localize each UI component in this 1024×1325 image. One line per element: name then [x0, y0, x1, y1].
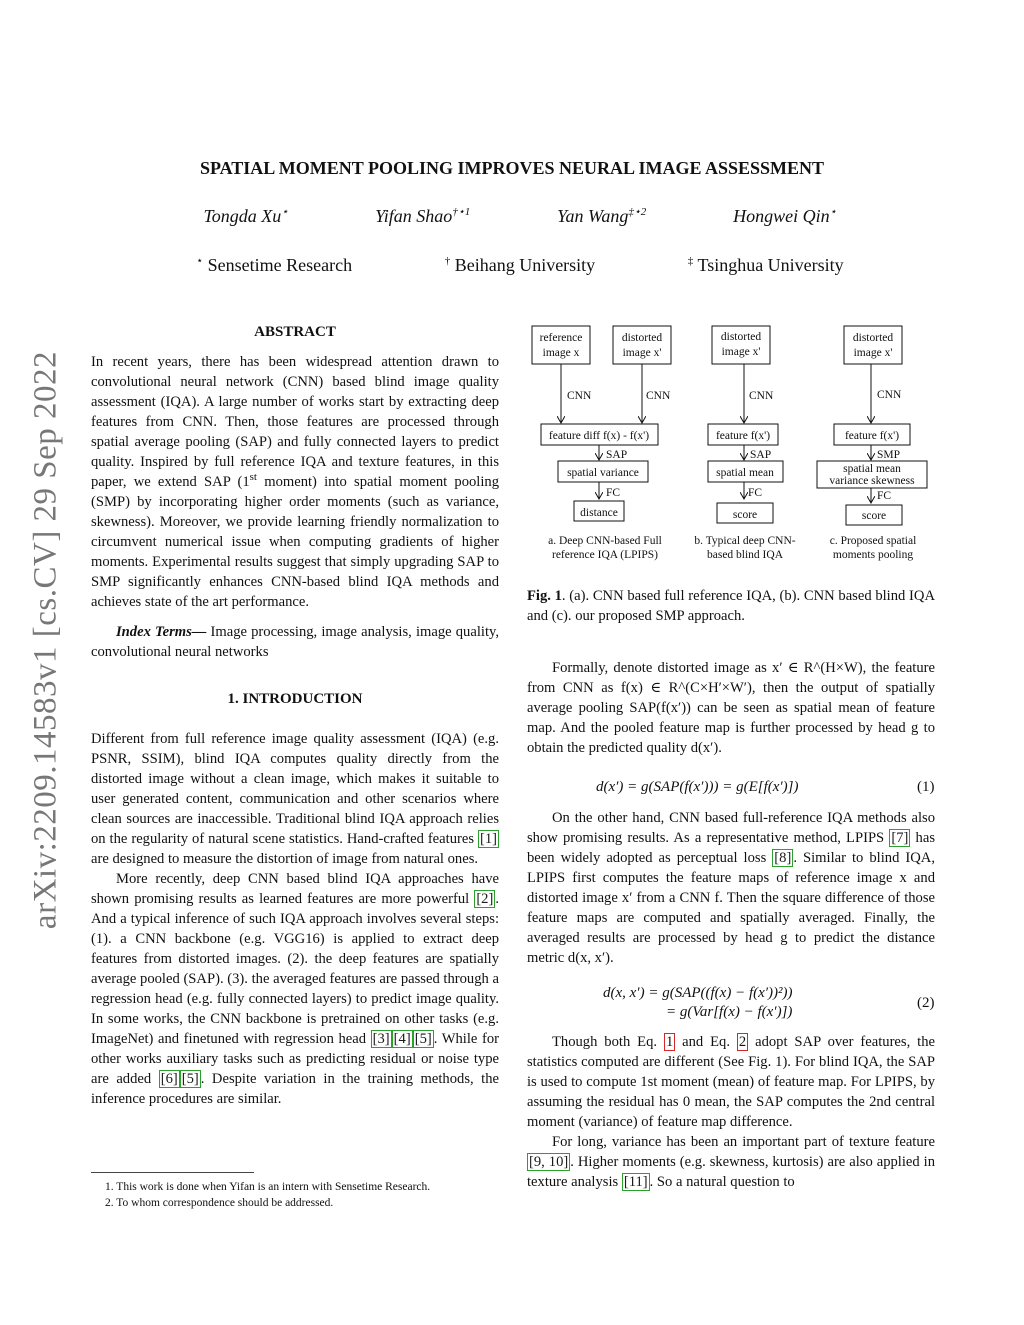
intro-paragraph: More recently, deep CNN based blind IQA approaches have shown promising results as learned features are more powerful [2] . And a typical inference of such IQA approach involves several steps: (1). a CNN backbone (e.g. VGG16) is applied to extract deep features from distorted images. (2). the deep features are spatially average pooled (SAP). (3). the averaged features are passed through a regression head (e.g. fully connected layers) to predict image quality. In some works, the CNN backbone is pretrained on other tasks (e.g. ImageNet) and finetuned with regression head [3] [4] [5] . While for other works auxiliary tasks such as predicting residual or noise type are added [6] [5] . Despite variation in the training methods, the inference procedures are similar. — [91, 871, 499, 1107]
label: CNN — [877, 389, 902, 401]
figure-1-diagram — [526, 318, 946, 568]
citation-link[interactable]: [2] — [476, 891, 494, 907]
label: feature f(x') — [844, 430, 900, 442]
label: CNN — [646, 390, 671, 402]
equation-number: (1) — [917, 779, 935, 795]
abstract-heading: ABSTRACT — [254, 324, 336, 340]
abstract-text: In recent years, there has been widespread attention drawn to convolutional neural network (CNN) based blind image quality assessment (IQA). A large number of works start by extracting deep features from CNN. Then, those features are processed through spatial average pooling (SAP) and fully connected layers to predict quality. Inspired by full reference IQA and texture features, in this paper, we extend SAP (1st moment) into spatial moment pooling (SMP) by incorporating higher order moments (such as variance, skewness). Moreover, we provide learning friendly normalization to circumvent numerical issue when computing gradients of higher moments. Experimental results suggest that simply upgrading SAP to SMP significantly enhances CNN-based blind IQA methods and achieves state of the art performance. — [91, 354, 499, 610]
author-list — [160, 206, 880, 227]
label: FC — [877, 490, 892, 502]
caption: reference IQA (LPIPS) — [551, 549, 659, 561]
equation-link[interactable]: 1 — [665, 1034, 674, 1050]
right-column-text-2 — [527, 808, 935, 968]
author: Tongda Xu⋆ — [203, 206, 289, 226]
equation-2-line-2: = g(Var[f(x) − f(x′)]) — [666, 1004, 793, 1020]
label: distance — [580, 507, 618, 519]
label: distorted — [621, 332, 663, 344]
caption: a. Deep CNN-based Full — [548, 535, 662, 547]
label: spatial mean — [843, 463, 901, 475]
label: score — [732, 509, 758, 521]
paragraph: On the other hand, CNN based full-reference IQA methods also show promising results. As a representative method, LPIPS [7] has been widely adopted as perceptual loss [8] . Similar to blind IQA, LPIPS first computes the feature maps of reference image x and distorted image x′ from a CNN f. Then the square difference of those feature maps are computed and spatially averaged. Finally, the averaged results are processed by head g to predict the distance metric d(x, x′). — [527, 810, 935, 966]
label: feature f(x') — [715, 430, 771, 442]
equation-2-line-1: d(x, x′) = g(SAP((f(x) − f(x′))²)) — [603, 985, 793, 1001]
right-column-text-1 — [527, 658, 935, 758]
caption: based blind IQA — [706, 549, 784, 561]
equation-1: d(x′) = g(SAP(f(x′))) = g(E[f(x′)]) — [596, 779, 799, 795]
caption: moments pooling — [832, 549, 914, 561]
label: SAP — [750, 449, 772, 461]
label: image x' — [721, 346, 761, 358]
equation-link[interactable]: 2 — [738, 1034, 747, 1050]
left-column — [91, 322, 499, 1109]
arxiv-identifier: arXiv:2209.14583v1 [cs.CV] 29 Sep 2022 — [27, 350, 64, 930]
label: CNN — [567, 390, 592, 402]
label: image x — [542, 347, 580, 359]
label: SAP — [606, 449, 628, 461]
label: FC — [748, 487, 763, 499]
right-column-text-3 — [527, 1032, 935, 1192]
citation-link[interactable]: [5] — [181, 1071, 199, 1087]
label: variance skewness — [829, 475, 915, 487]
label: FC — [606, 487, 621, 499]
footnote: 2. To whom correspondence should be addressed. — [105, 1197, 334, 1209]
caption: b. Typical deep CNN- — [694, 535, 796, 547]
label: distorted — [852, 332, 894, 344]
citation-link[interactable]: [9, 10] — [529, 1154, 569, 1170]
affiliation: ⋆ Sensetime Research — [196, 255, 353, 275]
footnote: 1. This work is done when Yifan is an intern with Sensetime Research. — [105, 1181, 431, 1193]
affiliation-list — [150, 255, 890, 276]
footnotes — [105, 1179, 525, 1211]
intro-paragraph: Different from full reference image quality assessment (IQA) (e.g. PSNR, SSIM), blind IQA computes quality directly from the distorted image without a clean image, which makes it suitable to user generated content, communication and other scenarios where clean sources are inaccessible. Traditional blind IQA approach relies on the regularity of natural scene statistics. Hand-crafted features [1] are designed to measure the distortion of image from natural ones. — [91, 731, 499, 867]
citation-link[interactable]: [8] — [774, 850, 792, 866]
label: CNN — [749, 390, 774, 402]
label: image x' — [853, 347, 893, 359]
figure-caption: Fig. 1. (a). CNN based full reference IQA, (b). CNN based blind IQA and (c). our proposed SMP approach. — [527, 588, 935, 624]
label: spatial variance — [567, 467, 639, 479]
label: score — [861, 510, 887, 522]
author: Yan Wang$^{\ddagger⋆2}$ — [557, 206, 647, 226]
footnote-rule — [91, 1172, 254, 1173]
citation-link[interactable]: [4] — [393, 1031, 411, 1047]
label: feature diff f(x) - f(x') — [548, 430, 650, 442]
label: distorted — [720, 331, 762, 343]
citation-link[interactable]: [3] — [372, 1031, 390, 1047]
author: Yifan Shao$^{\dagger⋆1}$ — [375, 206, 471, 226]
citation-link[interactable]: [7] — [891, 830, 909, 846]
citation-link[interactable]: [6] — [160, 1071, 178, 1087]
intro-heading: 1. INTRODUCTION — [227, 691, 363, 707]
label: reference — [539, 332, 583, 344]
paragraph: For long, variance has been an important part of texture feature [9, 10] . Higher moments (e.g. skewness, kurtosis) are also applied in texture analysis [11] . So a natural question to — [527, 1134, 935, 1190]
label: spatial mean — [716, 467, 774, 479]
index-terms: Index Terms— Image processing, image analysis, image quality, convolutional neural networks — [91, 624, 499, 660]
author: Hongwei Qin⋆ — [733, 206, 837, 226]
paragraph: Formally, denote distorted image as x′ ∈ R^(H×W), the feature from CNN as f(x) ∈ R^(C×H′×W′), then the output of spatially average pooling SAP(f(x′)) can be seen as spatial mean of feature map. And the pooled feature map is further processed by head g to obtain the predicted quality d(x′). — [527, 660, 935, 756]
label: SMP — [877, 449, 901, 461]
citation-link[interactable]: [11] — [623, 1174, 648, 1190]
equation-number: (2) — [917, 995, 935, 1011]
citation-link[interactable]: [5] — [414, 1031, 432, 1047]
affiliation: † Beihang University — [444, 255, 596, 275]
paper-title: SPATIAL MOMENT POOLING IMPROVES NEURAL IMAGE ASSESSMENT — [199, 158, 825, 178]
paragraph: Though both Eq. 1 and Eq. 2 adopt SAP over features, the statistics computed are different (See Fig. 1). For blind IQA, the SAP is used to compute 1st moment (mean) of feature map. For LPIPS, by assuming the residual has 0 mean, the SAP computes the 2nd central moment (variance) of feature map difference. — [527, 1034, 935, 1130]
caption: c. Proposed spatial — [829, 535, 917, 547]
citation-link[interactable]: [1] — [479, 831, 497, 847]
affiliation: ‡ Tsinghua University — [687, 255, 844, 275]
label: image x' — [622, 347, 662, 359]
